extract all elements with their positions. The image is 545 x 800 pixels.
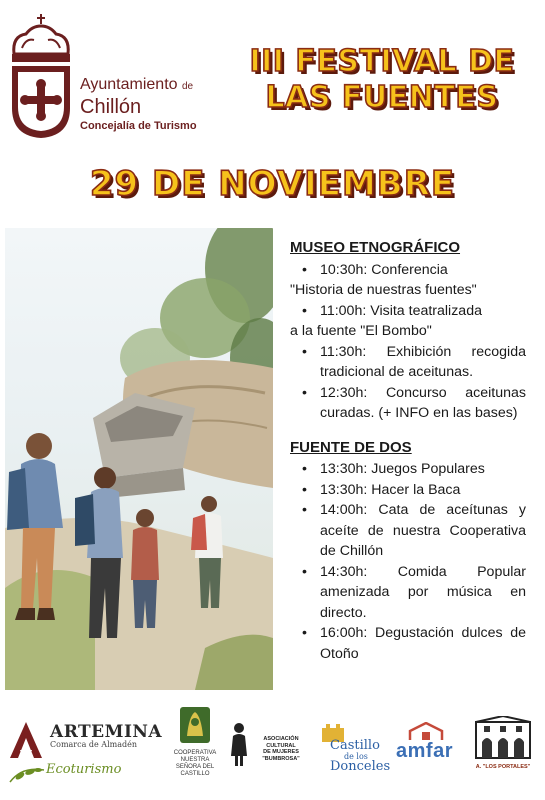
item-text: Hacer la Baca [371,481,461,498]
item-text: Juegos Populares [371,461,485,477]
item-time: 12:30h: [320,384,368,401]
item-text: Cata de aceítunas y aceíte de nuestra Cooperativa de Chillón [320,502,526,559]
coop-line2: NUESTRA [180,757,210,763]
asoc-line1: ASOCIACIÓN CULTURAL [263,736,299,749]
item-text: Comida Popular amenizada por música en directo. [320,563,526,621]
list-item [290,500,526,562]
item-time: 11:30h: [320,343,367,360]
list-item [290,342,526,383]
asoc-line3: "BUMBROSA" [262,755,300,762]
cooperativa-logo [166,706,224,794]
asociacion-logo [230,722,314,782]
town-hall-wordmark [80,76,197,132]
department-name: Concejalía de Turismo [80,120,197,132]
item-text: Degustación dulces de Otoño [320,625,526,662]
coop-line1: COOPERATIVA [173,750,217,756]
de-text: de [182,81,194,92]
list-item [290,562,526,624]
castillo-line1: Castillo [330,738,380,753]
town-crest-logo [8,12,74,142]
castillo-donceles-logo [320,718,390,788]
item-text: Concurso aceitunas curadas. (+ INFO en las bases) [320,384,526,421]
artemina-name: ARTEMINA [50,722,163,742]
item-text-cont: a la fuente "El Bombo" [290,323,432,339]
building-icon [474,716,532,760]
section-title-fuente: FUENTE DE DOS [290,438,412,456]
festival-date: 29 DE NOVIEMBRE [89,164,456,204]
amfar-logo [396,722,460,782]
list-item [290,383,526,424]
olive-emblem-icon [179,706,211,744]
item-text-cont: "Historia de nuestras fuentes" [290,282,477,298]
item-text: Conferencia [371,261,448,278]
coop-line4: CASTILLO [180,771,210,777]
amfar-name: amfar [396,740,453,762]
item-time: 14:30h: [320,563,368,580]
sponsor-logos-strip [0,700,545,800]
castillo-line2: de los [344,752,368,761]
list-item [290,301,526,342]
ayuntamiento-text: Ayuntamiento [80,76,178,93]
list-item [290,459,526,480]
item-time: 10:30h: [320,261,368,278]
fuente-schedule-list [290,459,526,664]
woman-figure-icon [230,722,248,768]
ayuntamiento-label [80,76,197,96]
coop-line3: SEÑORA DEL [175,764,215,770]
portales-name: A. "LOS PORTALES" [475,764,531,770]
item-text: Visita teatralizada [370,302,482,319]
item-text: Exhibición recogida tradicional de aceitunas. [320,343,526,380]
museo-schedule-list [290,260,526,424]
list-item [290,480,526,501]
artemina-emblem-icon [6,720,46,760]
list-item [290,623,526,664]
festival-title-line1: III FESTIVAL DE [249,44,515,79]
artemina-sub: Comarca de Almadén [50,740,138,749]
item-time: 16:00h: [320,625,368,641]
list-item [290,260,526,301]
item-time: 11:00h: [320,302,367,319]
artemina-eco: Ecoturismo [46,762,122,777]
castillo-line3: Donceles [330,759,391,774]
item-time: 14:00h: [320,502,368,518]
festival-title-line2: LAS FUENTES [265,80,499,115]
festival-title [232,44,532,116]
leaves-icon [8,764,46,786]
item-time: 13:30h: [320,461,368,477]
los-portales-logo [466,716,540,786]
asoc-line2: DE MUJERES [263,749,299,755]
item-time: 13:30h: [320,481,368,498]
section-title-museo: MUSEO ETNOGRÁFICO [290,239,461,256]
house-icon [406,722,446,742]
hikers-fountain-illustration [5,228,273,690]
city-name: Chillón [80,96,142,118]
festival-program [290,238,526,664]
